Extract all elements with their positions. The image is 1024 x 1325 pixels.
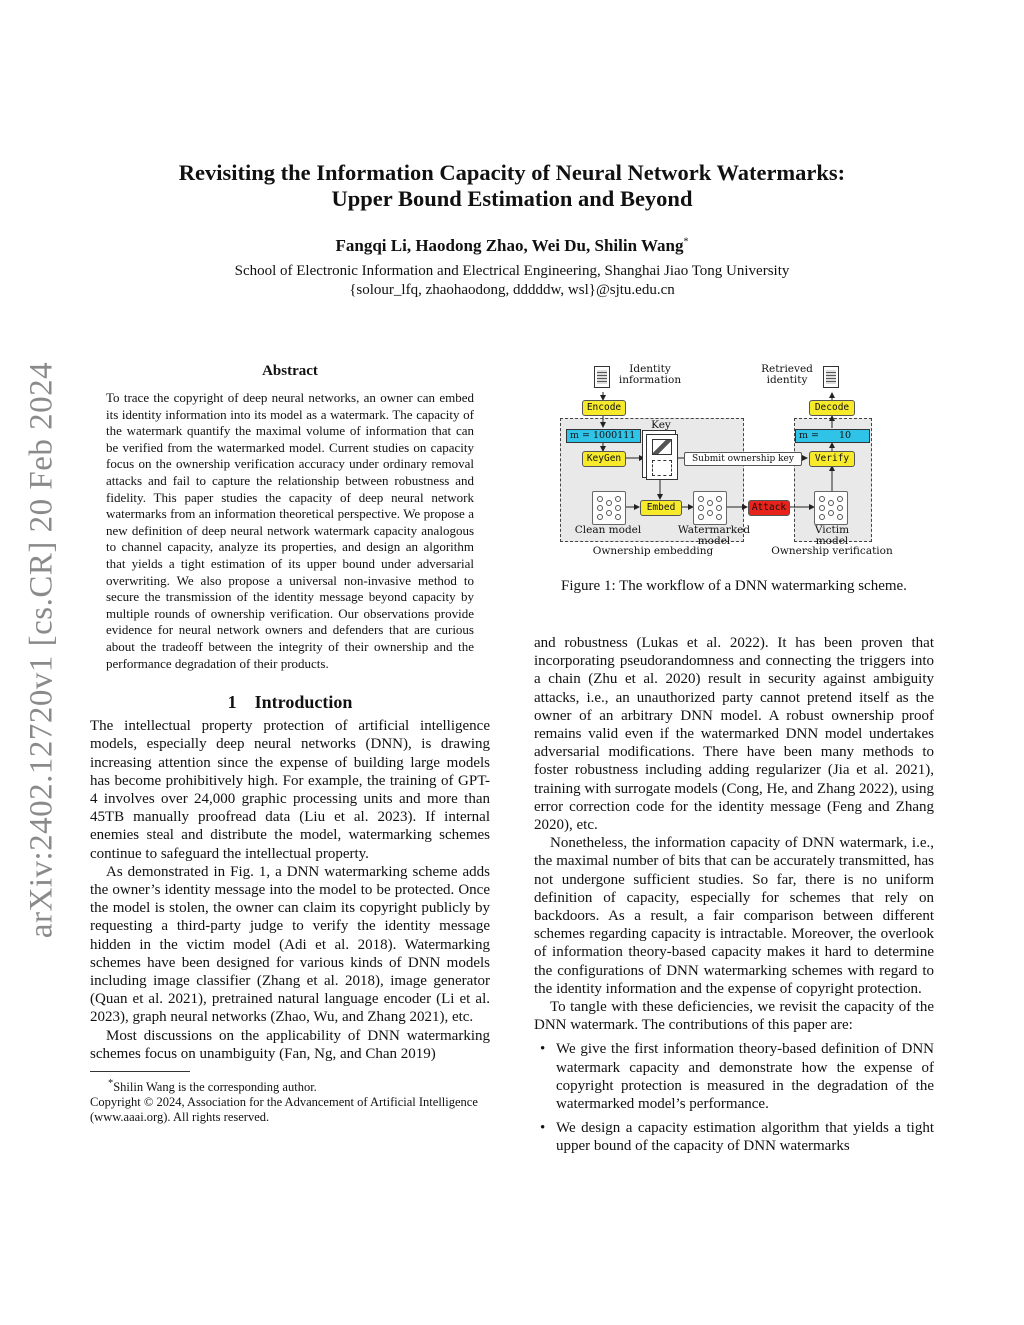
message-retrieved-prefix: m = — [799, 430, 819, 441]
label-watermarked-model: Watermarked model — [677, 524, 751, 547]
contribution-item: • We give the first information theory-based definition of DNN watermark capacity and demonstrate how the expense of copyright protection is measured in the degradation of the watermarked model’s performance. — [534, 1040, 934, 1113]
victim-model-network-icon — [814, 491, 848, 525]
message-box-retrieved — [795, 429, 870, 443]
left-column — [90, 363, 490, 1125]
key-image-icon — [652, 439, 672, 455]
submit-ownership-key-box: Submit ownership key — [684, 452, 802, 466]
affiliation: School of Electronic Information and Electrical Engineering, Shanghai Jiao Tong University — [234, 263, 790, 279]
right-paragraph-1: and robustness (Lukas et al. 2022). It has been proven that incorporating pseudorandomness and connecting the triggers into a chain (Zhu et al. 2020) result in security against ambiguity attacks, i.e., an unauthorized party cannot pretend itself as the owner of an arbitrary DNN model. A robust ownership proof remains valid even if the watermarked DNN model undertakes adversarial modifications. There have been many methods to foster robustness including adding regularizer (Jia et al. 2021), training with surrogate models (Cong, He, and Zhang 2022), using error correction code for the identity message (Feng and Zhang 2020), etc. — [534, 635, 934, 834]
label-ownership-verification: Ownership verification — [771, 545, 893, 557]
label-victim-model: Victim model — [814, 524, 850, 547]
footnote-author-text: Shilin Wang is the corresponding author. — [113, 1080, 317, 1095]
key-image-stack — [646, 434, 678, 480]
paper-title-line-1: Revisiting the Information Capacity of Neural Network Watermarks: — [178, 160, 846, 185]
label-retrieved-identity: Retrieved identity — [761, 363, 813, 386]
right-column — [534, 634, 934, 1162]
watermarked-model-network-icon — [693, 491, 727, 525]
section-heading-introduction: 1 Introduction — [227, 692, 353, 713]
right-paragraph-2: Nonetheless, the information capacity of DNN watermark, i.e., the maximal number of bits that can be accurately transmitted, has not undergone sufficient studies. So far, there is no uniform definition of capacity, especially for schemes that rely on backdoors. As a result, a fair comparison between different schemes regarding capacity is intractable. Moreover, the overlook of information theory-based capacity makes it hard to determine the configurations of DNN watermarking schemes with regard to the identity information and the expense of copyright protection. — [534, 835, 934, 997]
footnote-author — [90, 1076, 490, 1095]
footnote-divider — [90, 1071, 190, 1072]
encode-box: Encode — [582, 400, 626, 416]
verify-box: Verify — [809, 451, 855, 467]
abstract-heading: Abstract — [262, 363, 318, 379]
message-box-embedded: m = 1000111 — [566, 429, 641, 443]
contribution-item: • We design a capacity estimation algorithm that yields a tight upper bound of the capacity of DNN watermarks — [534, 1119, 934, 1155]
label-clean-model: Clean model — [574, 524, 642, 536]
label-identity-information: Identity information — [618, 363, 682, 386]
clean-model-network-icon — [592, 491, 626, 525]
identity-document-icon — [594, 366, 610, 388]
intro-paragraph-3: Most discussions on the applicability of DNN watermarking schemes focus on unambiguity (Fan, Ng, and Chan 2019) — [90, 1027, 490, 1062]
label-ownership-embedding: Ownership embedding — [592, 545, 714, 557]
label-key: Key — [651, 419, 671, 431]
author-names: Fangqi Li, Haodong Zhao, Wei Du, Shilin Wang — [335, 236, 684, 255]
decode-box: Decode — [809, 400, 855, 416]
figure-workflow — [556, 358, 916, 563]
arxiv-stamp — [12, 355, 72, 945]
abstract-text: To trace the copyright of deep neural networks, an owner can embed its identity information into its model as a watermark. The capacity of the watermark quantify the maximal volume of information that can be verified from the watermarked model. Current studies on capacity focus on the ownership verification accuracy under ordinary removal attacks and fail to capture the relationship between robustness and fidelity. This paper studies the capacity of deep neural network watermarks from an information theoretical perspective. We propose a new definition of deep neural network watermark capacity analogous to channel capacity, analyze its properties, and design an algorithm that yields a tight estimation of its upper bound under adversarial overwriting. We also propose a universal non-invasive method to secure the transmission of the identity message beyond capacity by multiple rounds of ownership verification. Our observations provide evidence for neural network owners and defenders that are curious about the tradeoff between the integrity of their ownership and the performance degradation of their products. — [106, 390, 474, 671]
intro-paragraph-1: The intellectual property protection of artificial intelligence models, especially deep neural networks (DNN), is drawing increasing attention since the expense of building large models has become prohibitively high. For example, the training of GPT-4 involves over 24,000 graphic processing units and more than 45TB manually proofread data (Liu et al. 2023). If internal enemies steal and distribute the model, watermarking schemes continue to safeguard the intellectual property. — [90, 718, 490, 862]
paper-title-line-2: Upper Bound Estimation and Beyond — [331, 186, 693, 211]
contribution-list — [534, 1040, 934, 1155]
arxiv-stamp-text: arXiv:2402.12720v1 [cs.CR] 20 Feb 2024 — [23, 361, 60, 939]
author-emails: {solour_lfq, zhaohaodong, dddddw, wsl}@sjtu.edu.cn — [349, 282, 675, 298]
right-paragraph-3: To tangle with these deficiencies, we revisit the capacity of the DNN watermark. The contributions of this paper are: — [534, 999, 934, 1034]
copyright-notice: Copyright © 2024, Association for the Advancement of Artificial Intelligence (www.aaai.org). All rights reserved. — [90, 1095, 478, 1125]
retrieved-document-icon — [823, 366, 839, 388]
title-block — [90, 160, 934, 300]
intro-paragraph-2: As demonstrated in Fig. 1, a DNN watermarking scheme adds the owner’s identity message into the model to be protected. Once the model is stolen, the owner can claim its copyright publicly by requesting a third-party judge to verify the identity message hidden in the victim model (Adi et al. 2018). Watermarking schemes have been designed for various kinds of DNN models including image classifier (Zhang et al. 2018), image generator (Quan et al. 2021), pretrained natural language encoder (Li et al. 2023), graph neural networks (Zhao, Wu, and Zhang 2021), etc. — [90, 863, 490, 1026]
message-retrieved-value: 10 — [839, 430, 852, 441]
footnote-mark: * — [108, 1077, 114, 1089]
keygen-box: KeyGen — [582, 451, 626, 467]
corresponding-mark: * — [683, 236, 689, 248]
figure-caption: Figure 1: The workflow of a DNN watermarking scheme. — [561, 578, 907, 594]
key-pattern-icon — [652, 460, 672, 476]
attack-box: Attack — [748, 500, 790, 516]
embed-box: Embed — [640, 500, 682, 516]
author-list — [90, 236, 934, 256]
